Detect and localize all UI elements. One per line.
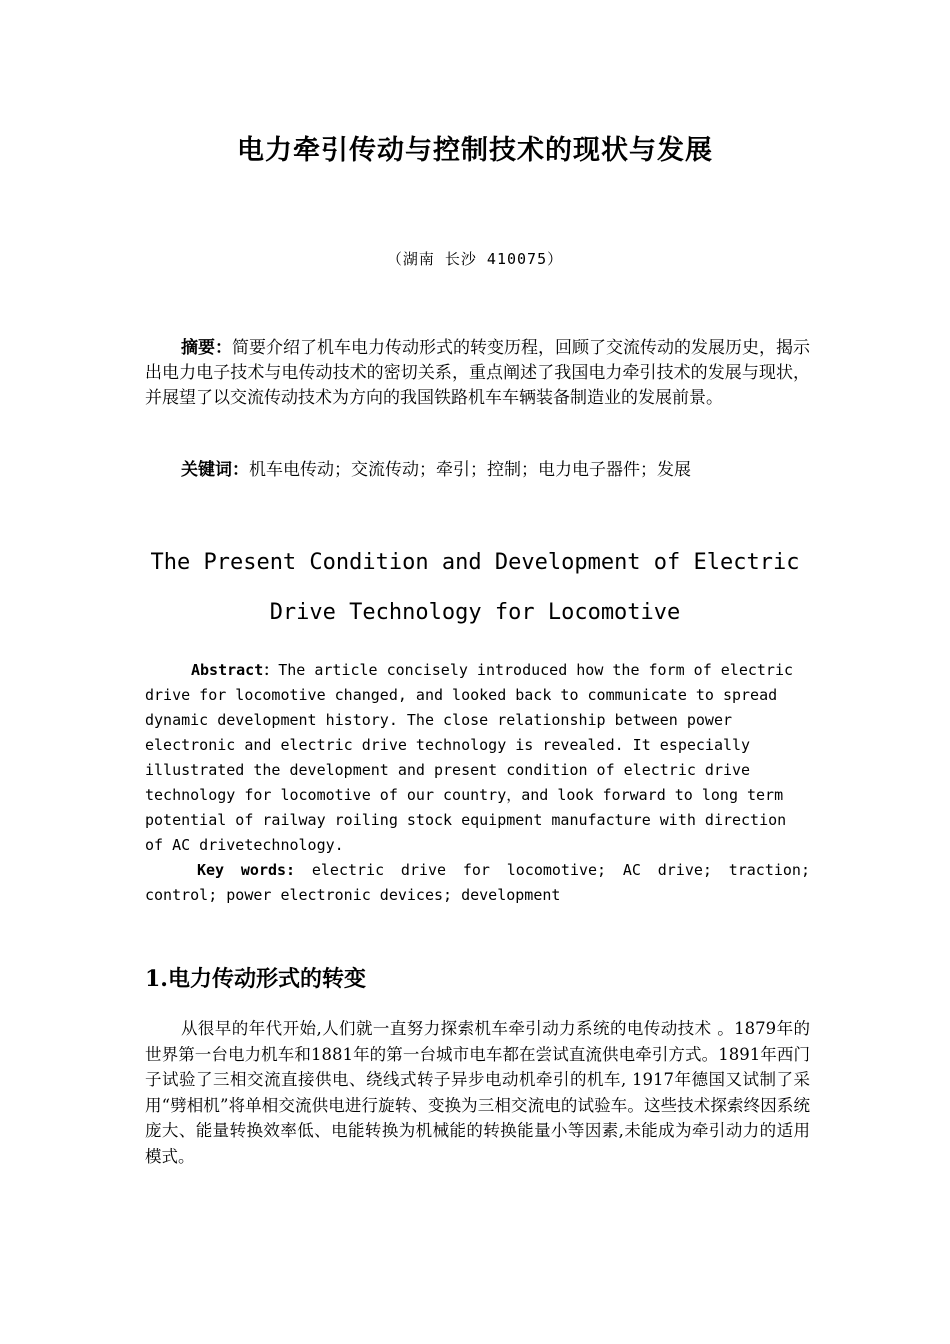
english-title (0, 538, 950, 638)
english-keywords-label: Key words: (197, 861, 296, 879)
chinese-keywords-text: 机车电传动；交流传动；牵引；控制；电力电子器件；发展 (249, 460, 691, 480)
chinese-abstract (145, 336, 810, 411)
english-title-line2: Drive Technology for Locomotive (269, 600, 681, 625)
chinese-abstract-text: 简要介绍了机车电力传动形式的转变历程，回顾了交流传动的发展历史，揭示出电力电子技术与电传动技术的密切关系，重点阐述了我国电力牵引技术的发展与现状，并展望了以交流传动技术为方向的我国铁路机车车辆装备制造业的发展前景。 (145, 338, 810, 408)
affiliation: （湖南 长沙 410075） (386, 250, 564, 268)
english-abstract-label: Abstract： (191, 661, 279, 679)
english-abstract (145, 658, 810, 858)
english-title-line1: The Present Condition and Development of Electric (150, 550, 800, 575)
english-keywords-text: electric drive for locomotive; AC drive; traction; control; power electronic devices; development (145, 861, 810, 904)
section-1-paragraph: 从很早的年代开始,人们就一直努力探索机车牵引动力系统的电传动技术 。1879年的世界第一台电力机车和1881年的第一台城市电车都在尝试直流供电牵引方式。1891年西门子试验了三相交流直接供电、绕线式转子异步电动机牵引的机车, 1917年德国又试制了采用“劈相机”将单相交流供电进行旋转、变换为三相交流电的试验车。这些技术探索终因系统庞大、能量转换效率低、电能转换为机械能的转换能量小等因素,未能成为牵引动力的适用模式。 (145, 1019, 810, 1166)
english-keywords (145, 858, 810, 908)
chinese-keywords-label: 关键词： (181, 460, 249, 480)
chinese-title: 电力牵引传动与控制技术的现状与发展 (237, 135, 713, 166)
section-1-heading: 1.电力传动形式的转变 (145, 966, 366, 992)
english-abstract-text: The article concisely introduced how the form of electric drive for locomotive changed, and looked back to communicate to spread dynamic development history. The close relationship between power electronic and electric drive technology is revealed. It especially illustrated the development and present condition of electric drive technology for locomotive of our country，and look forward to long term potential of railway roiling stock equipment manufacture with direction of AC drivetechnology. (145, 661, 794, 854)
chinese-abstract-label: 摘要： (181, 338, 232, 358)
chinese-keywords (145, 458, 810, 483)
